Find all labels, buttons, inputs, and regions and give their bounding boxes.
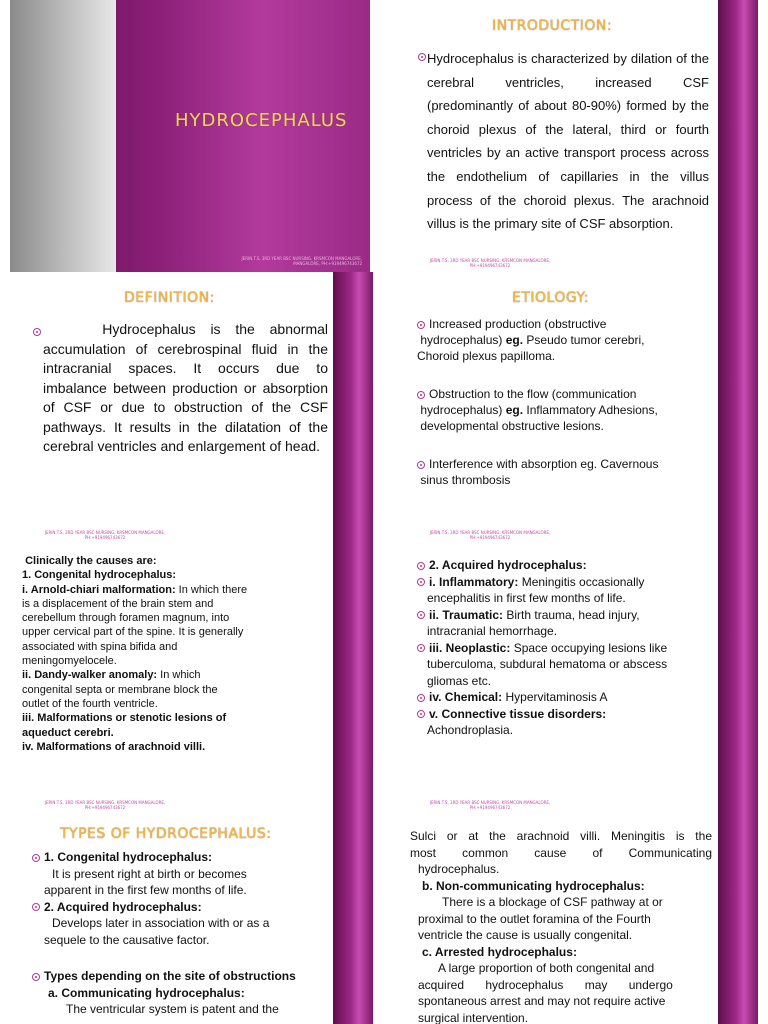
acquired-item bbox=[417, 574, 717, 591]
causes-line: is a displacement of the brain stem and bbox=[22, 597, 214, 610]
definition-body: Hydrocephalus is the abnormal accumulation of cerebrospinal fluid in the intracranial spaces. It occurs due to imbalance between production or absorption of CSF or due to obstruction of the CSF pathways. It results in the dilatation of the cerebral ventricles and enlargement of head. bbox=[43, 321, 329, 454]
types-line: apparent in the first few months of life. bbox=[44, 883, 247, 897]
types-item bbox=[32, 968, 332, 985]
acquired-line: Achondroplasia. bbox=[427, 723, 514, 737]
cover-slide bbox=[10, 0, 370, 272]
causes-line: associated with spina bifida and bbox=[22, 640, 178, 653]
etiology-heading: ETIOLOGY: bbox=[512, 290, 589, 306]
text: In which bbox=[157, 669, 201, 682]
footer-line1: JERIN.T.S, 3RD YEAR BSC NURSING, KRSMCON MANGALORE, bbox=[429, 258, 551, 263]
continued-line: ventricle the cause is usually congenital. bbox=[418, 928, 633, 942]
bullet-icon bbox=[417, 644, 425, 652]
causes-line: congenital septa or membrane block the bbox=[22, 683, 218, 696]
bullet-icon bbox=[417, 694, 425, 702]
etiology-item-line bbox=[417, 418, 717, 434]
footer-line2: PH:+919496743672 bbox=[469, 805, 511, 810]
text: Clinically the causes are: bbox=[25, 555, 157, 567]
text: iii. Neoplastic: bbox=[429, 640, 511, 655]
types-line: sequele to the causative factor. bbox=[44, 932, 210, 947]
continued-line: surgical intervention. bbox=[418, 1010, 529, 1024]
text: Inflammatory Adhesions, bbox=[523, 403, 658, 417]
continued-line: proximal to the outlet foramina of the Fourth bbox=[418, 911, 651, 926]
slide-footer bbox=[420, 800, 560, 810]
text: Hypervitaminosis A bbox=[502, 690, 608, 704]
text: i. Arnold-chiari malformation: bbox=[22, 583, 176, 596]
types-heading: TYPES OF HYDROCEPHALUS: bbox=[60, 826, 272, 842]
text: hydrocephalus) bbox=[420, 333, 506, 347]
bullet-icon bbox=[417, 611, 425, 619]
acquired-item bbox=[417, 640, 717, 657]
slide-stripe bbox=[333, 814, 373, 1024]
causes-intro bbox=[22, 554, 322, 568]
text: Types depending on the site of obstructions bbox=[44, 969, 296, 983]
slide-stripe bbox=[333, 544, 373, 814]
acquired-item bbox=[417, 607, 717, 624]
slide-stripe bbox=[333, 272, 373, 544]
text: Meningitis occasionally bbox=[518, 574, 645, 589]
introduction-heading: INTRODUCTION: bbox=[492, 18, 613, 34]
slide-footer bbox=[35, 530, 175, 540]
causes-line bbox=[22, 668, 322, 682]
continued-line: b. Non-communicating hydrocephalus: bbox=[422, 878, 645, 893]
continued-line: A large proportion of both congenital and bbox=[438, 961, 655, 975]
cover-footer-line2: MANGALORE, PH:+919496743672 bbox=[293, 261, 362, 266]
cover-footer-line1: JERIN.T.S, 3RD YEAR BSC NURSING, KRSMCON MANGALORE, bbox=[241, 256, 362, 261]
types-line: Develops later in association with or as a bbox=[52, 916, 270, 930]
spacer bbox=[417, 364, 717, 386]
text: Obstruction to the flow (communication bbox=[429, 387, 637, 401]
causes-line: iv. Malformations of arachnoid villi. bbox=[22, 740, 206, 753]
bullet-icon bbox=[418, 53, 426, 61]
footer-line2: PH:+919496743672 bbox=[469, 263, 511, 268]
continued-line: acquired hydrocephalus may undergo bbox=[418, 977, 673, 992]
continued-line: There is a blockage of CSF pathway at or bbox=[442, 895, 663, 909]
etiology-item-line bbox=[417, 402, 717, 418]
text: 2. Acquired hydrocephalus: bbox=[429, 558, 587, 572]
spacer bbox=[417, 434, 717, 456]
etiology-item bbox=[417, 316, 717, 332]
footer-line2: PH:+919496743672 bbox=[84, 535, 126, 540]
etiology-item bbox=[417, 456, 717, 472]
types-item bbox=[32, 899, 332, 916]
acquired-line: tuberculoma, subdural hematoma or abscess bbox=[427, 657, 668, 671]
etiology-item-line: Choroid plexus papilloma. bbox=[417, 349, 556, 363]
cover-grey-panel bbox=[10, 0, 116, 272]
text: ii. Traumatic: bbox=[429, 607, 504, 622]
continued-line: c. Arrested hydrocephalus: bbox=[422, 944, 577, 959]
continued-line: hydrocephalus. bbox=[418, 862, 500, 876]
causes-line: upper cervical part of the spine. It is generally bbox=[22, 626, 244, 639]
bullet-icon bbox=[417, 461, 425, 469]
footer-line2: PH:+919496743672 bbox=[84, 805, 126, 810]
footer-line2: PH:+919496743672 bbox=[469, 535, 511, 540]
acquired-list bbox=[417, 557, 717, 739]
bullet-icon bbox=[33, 328, 41, 336]
slide-footer bbox=[420, 258, 560, 268]
bullet-icon bbox=[417, 710, 425, 718]
types-line: The ventricular system is patent and the bbox=[66, 1002, 279, 1016]
bullet-icon bbox=[417, 321, 425, 329]
text: 1. Congenital hydrocephalus: bbox=[44, 850, 213, 864]
causes-congenital: 1. Congenital hydrocephalus: bbox=[22, 569, 177, 582]
causes-line bbox=[22, 583, 322, 597]
bullet-icon bbox=[32, 903, 40, 911]
types-item bbox=[32, 849, 332, 866]
bullet-icon bbox=[417, 391, 425, 399]
text: Space occupying lesions like bbox=[510, 640, 668, 655]
causes-line: outlet of the fourth ventricle. bbox=[22, 697, 158, 710]
causes-line: aqueduct cerebri. bbox=[22, 726, 114, 739]
bullet-icon bbox=[417, 578, 425, 586]
acquired-title-row bbox=[417, 557, 717, 574]
text: hydrocephalus) bbox=[420, 403, 506, 417]
slide-footer bbox=[35, 800, 175, 810]
bullet-icon bbox=[32, 973, 40, 981]
types-line: It is present right at birth or becomes bbox=[52, 866, 247, 881]
causes-list bbox=[22, 554, 322, 754]
continued-line: Sulci or at the arachnoid villi. Meningitis is the bbox=[410, 829, 712, 843]
continued-list bbox=[410, 828, 712, 1024]
cover-title: HYDROCEPHALUS bbox=[175, 110, 348, 131]
etiology-item-line bbox=[417, 472, 717, 488]
text: eg. bbox=[505, 333, 524, 347]
acquired-line: gliomas etc. bbox=[427, 673, 492, 688]
etiology-item bbox=[417, 386, 717, 402]
footer-line1: JERIN.T.S, 3RD YEAR BSC NURSING, KRSMCON MANGALORE, bbox=[429, 530, 551, 535]
types-line: a. Communicating hydrocephalus: bbox=[48, 985, 245, 1000]
text: i. Inflammatory: bbox=[429, 574, 519, 589]
text: v. Connective tissue disorders: bbox=[429, 706, 607, 721]
slide-stripe bbox=[718, 0, 758, 272]
text: developmental obstructive lesions. bbox=[420, 419, 604, 433]
bullet-icon bbox=[417, 562, 425, 570]
continued-line: most common cause of Communicating bbox=[410, 845, 712, 860]
acquired-line: intracranial hemorrhage. bbox=[427, 624, 558, 638]
slide-stripe bbox=[718, 814, 758, 1024]
text: ii. Dandy-walker anomaly: bbox=[22, 669, 158, 682]
etiology-item-line bbox=[417, 332, 717, 348]
footer-line1: JERIN.T.S, 3RD YEAR BSC NURSING, KRSMCON MANGALORE, bbox=[44, 800, 166, 805]
text: In which there bbox=[175, 583, 248, 596]
types-list bbox=[32, 849, 332, 1018]
text: iv. Chemical: bbox=[429, 690, 503, 704]
acquired-item bbox=[417, 706, 717, 723]
causes-line: meningomyelocele. bbox=[22, 655, 117, 668]
spacer bbox=[32, 948, 332, 968]
definition-heading: DEFINITION: bbox=[124, 290, 215, 306]
slide-footer bbox=[420, 530, 560, 540]
footer-line1: JERIN.T.S, 3RD YEAR BSC NURSING, KRSMCON MANGALORE, bbox=[429, 800, 551, 805]
text: Pseudo tumor cerebri, bbox=[523, 333, 645, 347]
cover-footer bbox=[182, 256, 362, 266]
footer-line1: JERIN.T.S, 3RD YEAR BSC NURSING, KRSMCON MANGALORE, bbox=[44, 530, 166, 535]
definition-text bbox=[43, 320, 328, 457]
acquired-item bbox=[417, 689, 717, 706]
slide-stripe bbox=[718, 272, 758, 544]
continued-line: spontaneous arrest and may not require active bbox=[418, 994, 666, 1008]
introduction-text: Hydrocephalus is characterized by dilation of the cerebral ventricles, increased CSF (predominantly of about 80-90%) formed by the choroid plexus of the lateral, third or fourth ventricles by an active transport process across the endothelium of capillaries in the villus process of the choroid plexus. The arachnoid villus is the primary site of CSF absorption. bbox=[427, 51, 709, 232]
text: eg. bbox=[505, 403, 524, 417]
text: Interference with absorption eg. Cavernous bbox=[429, 457, 659, 471]
causes-line: iii. Malformations or stenotic lesions of bbox=[22, 712, 227, 725]
bullet-icon bbox=[32, 854, 40, 862]
text: 2. Acquired hydrocephalus: bbox=[44, 899, 202, 914]
text: Increased production (obstructive bbox=[429, 317, 607, 331]
acquired-line: encephalitis in first few months of life. bbox=[427, 591, 626, 605]
slide-stripe bbox=[718, 544, 758, 814]
text: Birth trauma, head injury, bbox=[503, 607, 640, 622]
text: sinus thrombosis bbox=[420, 473, 511, 487]
etiology-list bbox=[417, 316, 717, 488]
causes-line: cerebellum through foramen magnum, into bbox=[22, 612, 230, 625]
